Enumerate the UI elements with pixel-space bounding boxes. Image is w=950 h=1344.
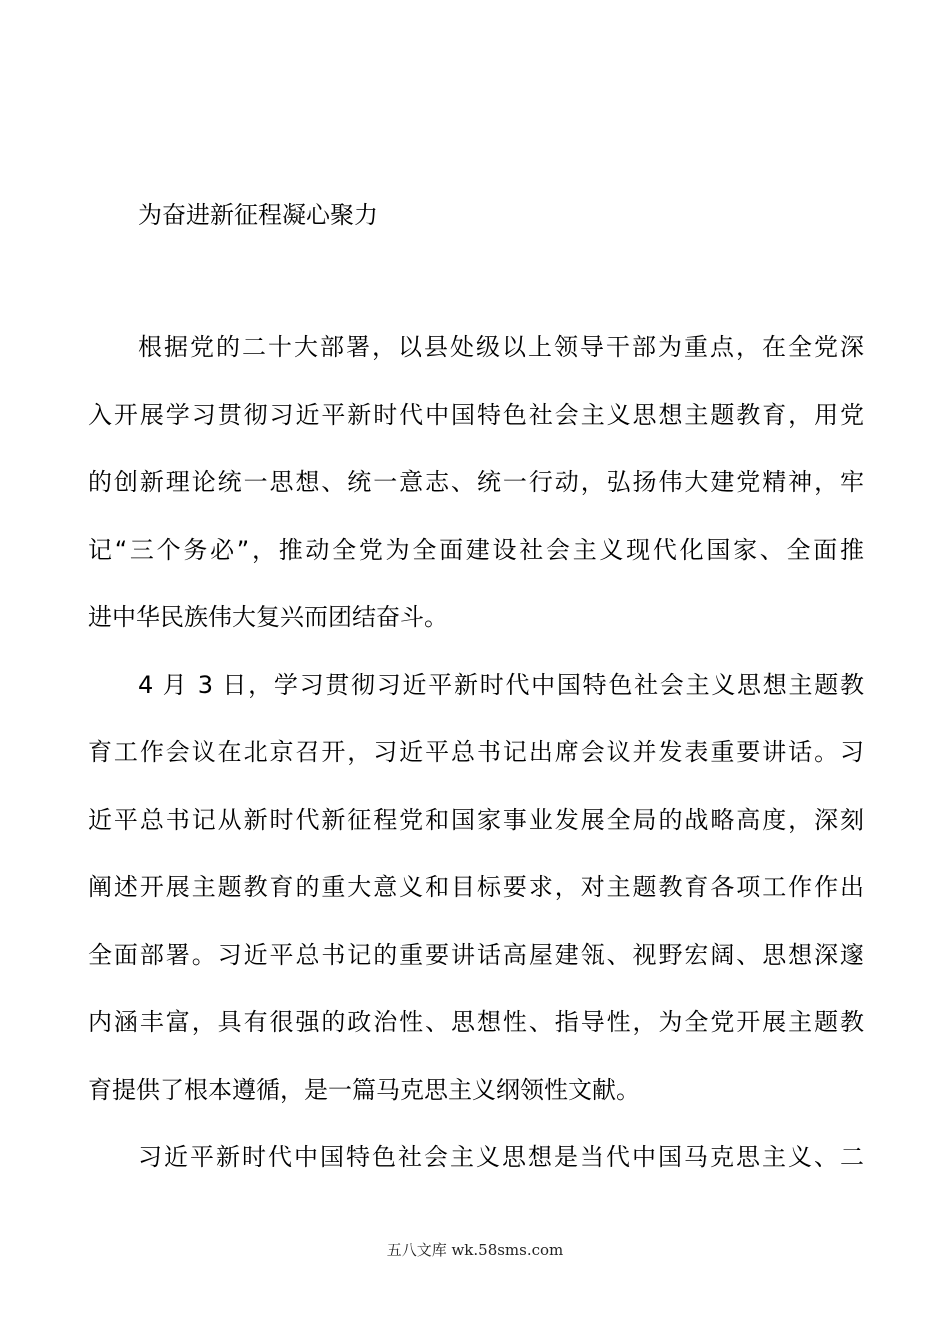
text-line: 的创新理论统一思想、统一意志、统一行动，弘扬伟大建党精神，牢 (88, 468, 864, 496)
text-line: 育工作会议在北京召开，习近平总书记出席会议并发表重要讲话。习 (88, 738, 864, 766)
page-title: 为奋进新征程凝心聚力 (138, 201, 378, 229)
text-line: 育提供了根本遵循，是一篇马克思主义纲领性文献。 (88, 1076, 640, 1104)
text-line: 近平总书记从新时代新征程党和国家事业发展全局的战略高度，深刻 (88, 806, 864, 834)
text-line: 进中华民族伟大复兴而团结奋斗。 (88, 603, 448, 631)
text-line: 记“三个务必”，推动全党为全面建设社会主义现代化国家、全面推 (88, 536, 864, 564)
footer-watermark: 五八文库 wk.58sms.com (386, 1241, 564, 1259)
text-line: 全面部署。习近平总书记的重要讲话高屋建瓴、视野宏阔、思想深邃 (88, 941, 864, 969)
text-line: 4 月 3 日，学习贯彻习近平新时代中国特色社会主义思想主题教 (138, 671, 864, 699)
text-line: 习近平新时代中国特色社会主义思想是当代中国马克思主义、二 (138, 1143, 864, 1171)
text-line: 入开展学习贯彻习近平新时代中国特色社会主义思想主题教育，用党 (88, 401, 864, 429)
text-line: 内涵丰富，具有很强的政治性、思想性、指导性，为全党开展主题教 (88, 1008, 864, 1036)
text-line: 根据党的二十大部署，以县处级以上领导干部为重点，在全党深 (138, 333, 864, 361)
text-line: 阐述开展主题教育的重大意义和目标要求，对主题教育各项工作作出 (88, 873, 864, 901)
